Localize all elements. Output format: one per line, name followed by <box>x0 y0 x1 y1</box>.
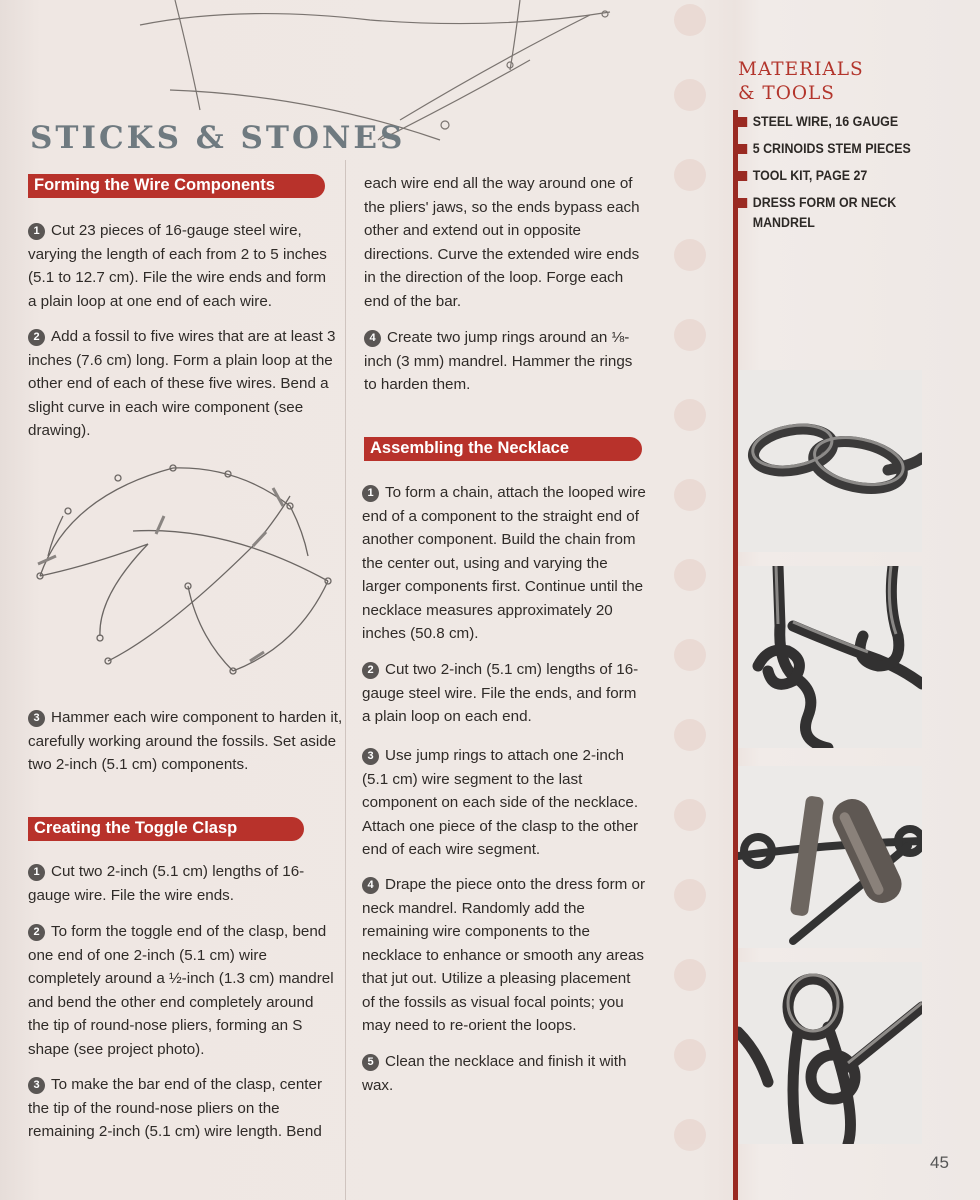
assembling-step-4 <box>362 873 647 1038</box>
materials-title-line1: MATERIALS <box>738 59 864 80</box>
page-number: 45 <box>930 1153 949 1172</box>
materials-item: 5 CRINOIDS STEM PIECES <box>738 139 961 166</box>
photo-jump-rings <box>738 962 922 1144</box>
toggle-step-3-continued: each wire end all the way around one of the pliers' jaws, so the ends bypass each other and extend out in opposite directions. Curve the extended wire ends in the direction of the loop. Forge each end of the bar. <box>364 175 640 310</box>
step-text: To form the toggle end of the clasp, bend one end of one 2-inch (5.1 cm) wire completely around a ½-inch (1.3 cm) mandrel and bend the other end completely around the tip of round-nose pliers, forming an S shape (see project photo). <box>28 923 334 1058</box>
step-number-badge: 2 <box>28 329 45 346</box>
materials-title-line2: & TOOLS <box>738 83 835 104</box>
step-text: Drape the piece onto the dress form or neck mandrel. Randomly add the remaining wire components to the necklace to enhance or smooth any areas that jut out. Utilize a pleasing placement of the fossils as visual focal points; you may need to re-orient the loops. <box>362 876 646 1034</box>
step-number-badge: 3 <box>28 1077 45 1094</box>
step-text: Add a fossil to five wires that are at least 3 inches (7.6 cm) long. Form a plain loop at the other end of each of these five wires. Bend a slight curve in each wire component (see drawing). <box>28 328 336 439</box>
step-number-badge: 2 <box>28 924 45 941</box>
step-text: Cut 23 pieces of 16-gauge steel wire, varying the length of each from 2 to 5 inches (5.1 to 12.7 cm). File the wire ends and form a plain loop at one end of each wire. <box>28 222 327 310</box>
step-text: Cut two 2-inch (5.1 cm) lengths of 16-gauge steel wire. File the ends, and form a plain loop on each end. <box>362 661 639 725</box>
step-number-badge: 3 <box>28 710 45 727</box>
photo-fossil-clasp <box>738 766 922 948</box>
step-text: To form a chain, attach the looped wire end of a component to the straight end of another component. Build the chain from the center out, using and varying the larger components first. Continue until the necklace measures approximately 20 inches (50.8 cm). <box>362 484 646 642</box>
step-number-badge: 4 <box>364 330 381 347</box>
toggle-step-2 <box>28 920 338 1061</box>
section-heading-toggle: Creating the Toggle Clasp <box>28 817 304 841</box>
materials-title <box>738 58 864 106</box>
column-divider <box>345 160 346 1200</box>
step-text: Create two jump rings around an ⅛-inch (3 mm) mandrel. Hammer the rings to harden them. <box>364 329 633 393</box>
assembling-step-2 <box>362 658 647 729</box>
step-number-badge: 1 <box>362 485 379 502</box>
step-text: Cut two 2-inch (5.1 cm) lengths of 16-gauge wire. File the wire ends. <box>28 863 305 904</box>
assembling-step-3 <box>362 744 647 862</box>
materials-list <box>738 112 980 230</box>
step-number-badge: 2 <box>362 662 379 679</box>
page-title: STICKS & STONES <box>30 120 406 156</box>
step-number-badge: 1 <box>28 864 45 881</box>
toggle-step-3 <box>28 1073 338 1144</box>
forming-step-2 <box>28 325 338 443</box>
toggle-step-4 <box>364 326 649 397</box>
step-text: To make the bar end of the clasp, center the tip of the round-nose pliers on the remaining 2-inch (5.1 cm) wire length. Bend <box>28 1076 323 1140</box>
wire-components-drawing <box>28 456 338 676</box>
step-text: Clean the necklace and finish it with wax. <box>362 1053 627 1094</box>
materials-item: TOOL KIT, PAGE 27 <box>738 166 961 193</box>
section-heading-forming: Forming the Wire Components <box>28 174 325 198</box>
decorative-dots <box>660 0 740 1200</box>
forming-step-1 <box>28 219 338 313</box>
assembling-step-5 <box>362 1050 647 1097</box>
forming-step-3 <box>28 706 343 777</box>
materials-item: DRESS FORM OR NECK MANDREL <box>738 193 961 220</box>
photo-chain-links <box>738 370 922 552</box>
step-number-badge: 5 <box>362 1054 379 1071</box>
materials-item: STEEL WIRE, 16 GAUGE <box>738 112 961 139</box>
step-text: Use jump rings to attach one 2-inch (5.1 cm) wire segment to the last component on each side of the necklace. Attach one piece of the clasp to the other end of each wire segment. <box>362 747 639 858</box>
toggle-step-1 <box>28 860 338 907</box>
step-number-badge: 3 <box>362 748 379 765</box>
section-heading-assembling: Assembling the Necklace <box>364 437 642 461</box>
photo-loop-connections <box>738 566 922 748</box>
step-text: Hammer each wire component to harden it, carefully working around the fossils. Set aside two 2-inch (5.1 cm) components. <box>28 709 343 773</box>
step-number-badge: 4 <box>362 877 379 894</box>
assembling-step-1 <box>362 481 647 646</box>
step-number-badge: 1 <box>28 223 45 240</box>
